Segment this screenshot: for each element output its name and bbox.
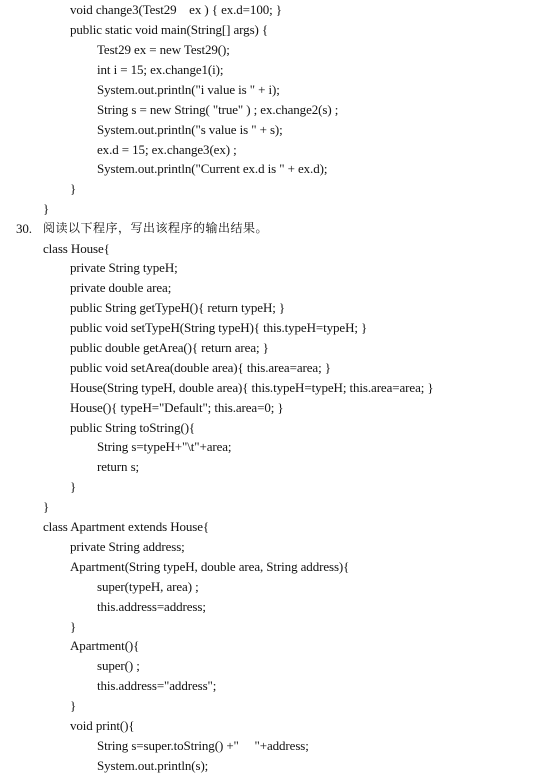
code-line: System.out.println(s); — [97, 758, 209, 773]
code-line: String s = new String( "true" ) ; ex.change2(s) ; — [97, 102, 339, 117]
code-line: System.out.println("Current ex.d is " + ex.d); — [97, 161, 328, 176]
code-line: String s=super.toString() +" "+address; — [97, 738, 309, 753]
code-line: private String typeH; — [70, 260, 178, 275]
code-line: private double area; — [70, 280, 172, 295]
code-line: public void setTypeH(String typeH){ this.typeH=typeH; } — [70, 320, 368, 335]
code-line: this.address=address; — [97, 599, 206, 614]
code-line: void print(){ — [70, 718, 135, 733]
code-line: public static void main(String[] args) { — [70, 22, 269, 37]
code-line: Apartment(){ — [70, 638, 140, 653]
code-line: House(String typeH, double area){ this.typeH=typeH; this.area=area; } — [70, 380, 434, 395]
code-line: this.address="address"; — [97, 678, 217, 693]
code-line: System.out.println("i value is " + i); — [97, 82, 280, 97]
code-line: class Apartment extends House{ — [43, 519, 210, 534]
code-line: super() ; — [97, 658, 140, 673]
code-line: } — [43, 499, 50, 514]
code-line: public void setArea(double area){ this.area=area; } — [70, 360, 331, 375]
code-line: super(typeH, area) ; — [97, 579, 199, 594]
code-line: } — [43, 201, 50, 216]
question-number: 30. — [16, 221, 32, 236]
code-line: } — [70, 698, 77, 713]
code-line: Apartment(String typeH, double area, String address){ — [70, 559, 350, 574]
code-line: Test29 ex = new Test29(); — [97, 42, 230, 57]
code-line: class House{ — [43, 241, 110, 256]
code-line: void change3(Test29 ex ) { ex.d=100; } — [70, 2, 282, 17]
code-line: private String address; — [70, 539, 185, 554]
code-line: public String getTypeH(){ return typeH; } — [70, 300, 286, 315]
code-line: } — [70, 181, 77, 196]
code-line: House(){ typeH="Default"; this.area=0; } — [70, 400, 284, 415]
code-line: return s; — [97, 459, 140, 474]
code-line: } — [70, 619, 77, 634]
code-line: int i = 15; ex.change1(i); — [97, 62, 224, 77]
code-line: ex.d = 15; ex.change3(ex) ; — [97, 142, 237, 157]
code-line: public double getArea(){ return area; } — [70, 340, 269, 355]
code-line: System.out.println("s value is " + s); — [97, 122, 283, 137]
code-line: String s=typeH+"\t"+area; — [97, 439, 232, 454]
question-prompt: 阅读以下程序，写出该程序的输出结果。 — [43, 221, 269, 235]
code-line: } — [70, 479, 77, 494]
code-line: public String toString(){ — [70, 420, 196, 435]
